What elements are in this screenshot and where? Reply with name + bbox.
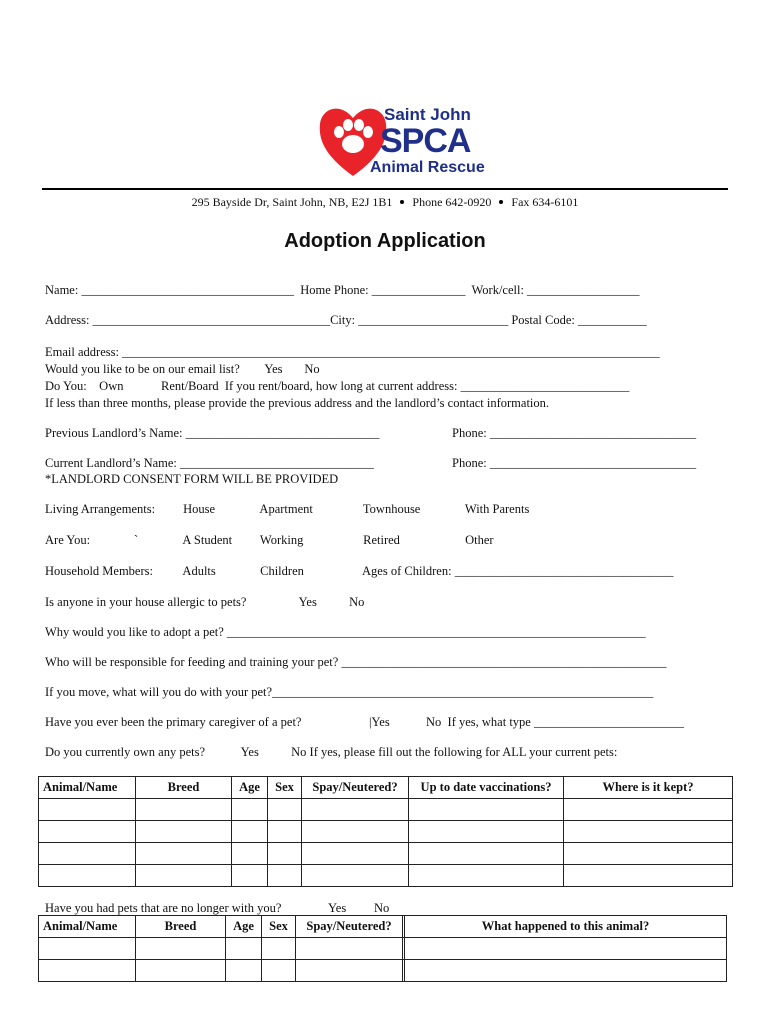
table-cell[interactable]	[409, 865, 564, 887]
email-field[interactable]: Email address: ______________________________________________________________________________________	[45, 345, 660, 359]
do-you-row[interactable]: Do You: Own Rent/Board If you rent/board, how long at current address: ___________________________	[45, 379, 630, 393]
table-cell[interactable]	[409, 843, 564, 865]
table-cell[interactable]	[232, 799, 268, 821]
table-cell[interactable]	[39, 843, 136, 865]
living-townhouse-option[interactable]	[360, 503, 420, 516]
table-header-row	[39, 916, 727, 938]
table-cell[interactable]	[564, 843, 733, 865]
logo-line-2: SPCA	[380, 122, 471, 160]
own-pets-yes-option[interactable]	[238, 746, 259, 759]
table-cell[interactable]	[39, 960, 136, 982]
table-row[interactable]	[39, 960, 727, 982]
table-row[interactable]	[39, 938, 727, 960]
option-label: Yes	[238, 745, 259, 759]
option-label: Children	[257, 564, 304, 578]
table-cell[interactable]	[564, 865, 733, 887]
current-pets-table	[38, 776, 733, 887]
contact-phone: Phone 642-0920	[412, 195, 492, 209]
table-cell[interactable]	[39, 865, 136, 887]
household-label: Household Members:	[45, 564, 153, 578]
column-header: Animal/Name	[39, 916, 136, 938]
table-row[interactable]	[39, 843, 733, 865]
column-header: Age	[226, 916, 262, 938]
table-cell[interactable]	[268, 865, 302, 887]
table-cell[interactable]	[226, 938, 262, 960]
table-cell[interactable]	[136, 843, 232, 865]
past-pets-table	[38, 915, 727, 982]
living-arrangements-label: Living Arrangements:	[45, 502, 156, 516]
column-header: Sex	[268, 777, 302, 799]
bullet-icon	[499, 200, 503, 204]
option-label: A Student	[180, 533, 233, 547]
are-you-label: Are You:	[45, 533, 91, 547]
contact-line	[0, 196, 770, 208]
table-row[interactable]	[39, 821, 733, 843]
table-cell[interactable]	[405, 960, 727, 982]
option-label: Retired	[360, 533, 400, 547]
option-label: Yes	[296, 595, 317, 609]
bullet-icon	[400, 200, 404, 204]
landlord-consent-note: *LANDLORD CONSENT FORM WILL BE PROVIDED	[45, 472, 339, 486]
three-months-note: If less than three months, please provide the previous address and the landlord’s contact information.	[45, 396, 550, 410]
table-cell[interactable]	[39, 821, 136, 843]
column-header: Breed	[136, 777, 232, 799]
allergic-yes-option[interactable]	[296, 596, 317, 609]
table-cell[interactable]	[405, 938, 727, 960]
table-cell[interactable]	[564, 821, 733, 843]
option-label: Working	[257, 533, 304, 547]
column-header: Where is it kept?	[564, 777, 733, 799]
move-field[interactable]: If you move, what will you do with your pet?_____________________________________________________________	[45, 685, 654, 699]
spca-logo	[318, 100, 485, 180]
option-label: No	[346, 595, 365, 609]
table-cell[interactable]	[302, 865, 409, 887]
option-label: House	[180, 502, 216, 516]
table-cell[interactable]	[268, 843, 302, 865]
caregiver-no-field[interactable]: No If yes, what type ________________________	[426, 715, 684, 729]
table-cell[interactable]	[136, 938, 226, 960]
other-option[interactable]	[462, 534, 494, 547]
table-cell[interactable]	[296, 938, 403, 960]
ages-of-children-field[interactable]: Ages of Children: ___________________________________	[362, 564, 674, 578]
current-landlord-field[interactable]: Current Landlord’s Name: _______________________________	[45, 456, 374, 470]
own-pets-question: Do you currently own any pets?	[45, 745, 206, 759]
living-apartment-option[interactable]	[257, 503, 313, 516]
own-pets-no-option[interactable]	[288, 746, 617, 759]
table-cell[interactable]	[409, 821, 564, 843]
table-cell[interactable]	[39, 938, 136, 960]
children-option[interactable]	[257, 565, 304, 578]
past-pets-yes-option[interactable]: Yes	[328, 901, 347, 915]
column-header: Spay/Neutered?	[302, 777, 409, 799]
table-cell[interactable]	[262, 938, 296, 960]
contact-address: 295 Bayside Dr, Saint John, NB, E2J 1B1	[191, 195, 393, 209]
responsible-field[interactable]: Who will be responsible for feeding and training your pet? ____________________________________________________	[45, 655, 667, 669]
table-cell[interactable]	[226, 960, 262, 982]
logo-line-3: Animal Rescue	[370, 159, 485, 176]
retired-option[interactable]	[360, 534, 400, 547]
option-label: Apartment	[257, 502, 313, 516]
table-cell[interactable]	[262, 960, 296, 982]
past-pets-question: Have you had pets that are no longer with you?	[45, 901, 282, 915]
table-cell[interactable]	[302, 843, 409, 865]
student-option[interactable]	[180, 534, 232, 547]
option-label: Townhouse	[360, 502, 421, 516]
column-header: Breed	[136, 916, 226, 938]
working-option[interactable]	[257, 534, 303, 547]
column-header: Sex	[262, 916, 296, 938]
option-label: No If yes, please fill out the following for ALL your current pets:	[288, 745, 618, 759]
table-cell[interactable]	[232, 865, 268, 887]
page-title: Adoption Application	[284, 230, 486, 252]
past-pets-no-option[interactable]: No	[374, 901, 390, 915]
table-row[interactable]	[39, 799, 733, 821]
table-cell[interactable]	[136, 960, 226, 982]
table-cell[interactable]	[232, 843, 268, 865]
previous-landlord-field[interactable]: Previous Landlord’s Name: _______________________________	[45, 426, 380, 440]
table-cell[interactable]	[302, 821, 409, 843]
address-row[interactable]: Address: ______________________________________City: ________________________ Postal Code: ___________	[45, 313, 647, 327]
previous-landlord-phone-field[interactable]: Phone: _________________________________	[452, 426, 697, 440]
allergic-no-option[interactable]	[346, 596, 364, 609]
column-header: Up to date vaccinations?	[409, 777, 564, 799]
column-header: Age	[232, 777, 268, 799]
stray-mark: `	[134, 533, 139, 547]
why-adopt-field[interactable]: Why would you like to adopt a pet? ___________________________________________________________________	[45, 625, 646, 639]
email-list-question[interactable]: Would you like to be on our email list? Yes No	[45, 362, 320, 376]
column-header: Spay/Neutered?	[296, 916, 403, 938]
table-cell[interactable]	[136, 865, 232, 887]
table-cell[interactable]	[136, 821, 232, 843]
name-row[interactable]: Name: __________________________________ Home Phone: _______________ Work/cell: __________________	[45, 283, 640, 297]
table-row[interactable]	[39, 865, 733, 887]
table-cell[interactable]	[268, 799, 302, 821]
table-cell[interactable]	[409, 799, 564, 821]
table-cell[interactable]	[296, 960, 403, 982]
header-rule	[42, 188, 728, 190]
table-cell[interactable]	[232, 821, 268, 843]
table-cell[interactable]	[136, 799, 232, 821]
table-cell[interactable]	[39, 799, 136, 821]
table-cell[interactable]	[268, 821, 302, 843]
table-header-row	[39, 777, 733, 799]
option-label: Yes	[371, 715, 390, 729]
caregiver-question: Have you ever been the primary caregiver of a pet?	[45, 715, 302, 729]
contact-fax: Fax 634-6101	[511, 195, 579, 209]
column-header: What happened to this animal?	[405, 916, 727, 938]
logo-line-1: Saint John	[384, 105, 471, 124]
adults-option[interactable]	[180, 565, 216, 578]
option-label: With Parents	[462, 502, 530, 516]
living-parents-option[interactable]	[462, 503, 529, 516]
table-cell[interactable]	[302, 799, 409, 821]
caregiver-yes-option[interactable]	[369, 716, 390, 729]
living-house-option[interactable]	[180, 503, 215, 516]
option-label: Other	[462, 533, 494, 547]
checkbox-icon[interactable]: |	[369, 715, 372, 729]
current-landlord-phone-field[interactable]: Phone: _________________________________	[452, 456, 697, 470]
column-header: Animal/Name	[39, 777, 136, 799]
option-label: Adults	[180, 564, 216, 578]
table-cell[interactable]	[564, 799, 733, 821]
allergic-question: Is anyone in your house allergic to pets?	[45, 595, 247, 609]
